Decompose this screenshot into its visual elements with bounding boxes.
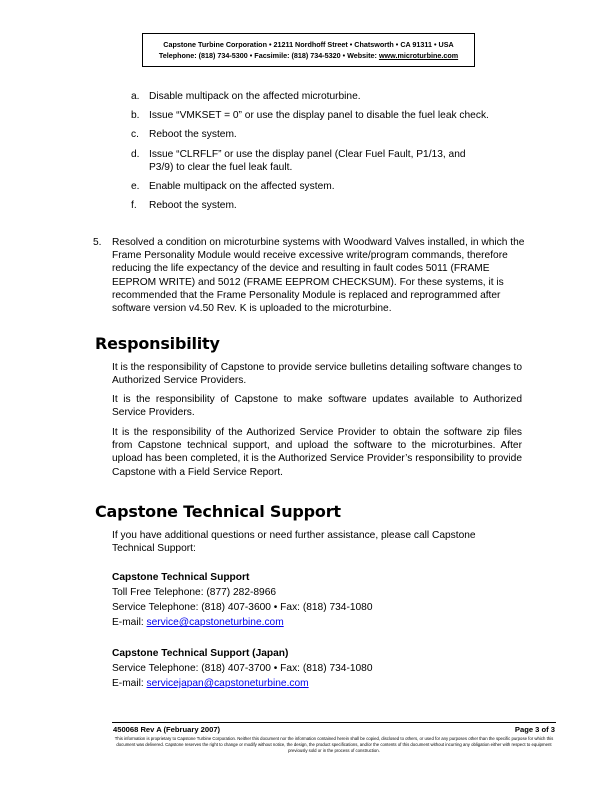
footer-divider bbox=[112, 722, 556, 723]
responsibility-heading: Responsibility bbox=[95, 334, 220, 353]
support-contact-us bbox=[112, 570, 373, 630]
email-link[interactable]: service@capstoneturbine.com bbox=[146, 617, 284, 628]
footer-disclaimer: This information is proprietary to Capstone Turbine Corporation. Neither this document nor the information contained herein shall be copied, disclosed to others, or used for any purposes other than the specific purpose for which this document was delivered. Capstone reserves the right to change or modify without notice, the design, the product specifications, and/or the contents of this document without incurring any obligation either with respect to equipment previously sold or in the process of construction. bbox=[114, 736, 554, 754]
email-line: E-mail: service@capstoneturbine.com bbox=[112, 617, 284, 628]
email-line: E-mail: servicejapan@capstoneturbine.com bbox=[112, 678, 309, 689]
numbered-item-5: 5. Resolved a condition on microturbine systems with Woodward Valves installed, in which the Frame Personality Module would receive excessive write/program commands, therefore reducing the life expectancy of the device and resulting in fault codes 5011 (FRAME EEPROM WRITE) and 5012 (FRAME EEPROM CHECKSUM). For these systems, it is recommended that the Frame Personality Module is replaced and reprogrammed after software version v4.50 Rev. K is uploaded to the microturbine. bbox=[93, 237, 525, 315]
support-intro: If you have additional questions or need further assistance, please call Capstone Technical Support: bbox=[112, 530, 476, 555]
list-item: f. Reboot the system. bbox=[131, 200, 237, 212]
website-link[interactable]: www.microturbine.com bbox=[378, 51, 459, 60]
list-item: a. Disable multipack on the affected microturbine. bbox=[131, 91, 361, 102]
document-id: 450068 Rev A (February 2007) bbox=[113, 725, 221, 734]
email-link[interactable]: servicejapan@capstoneturbine.com bbox=[146, 678, 309, 689]
toll-free-phone: Toll Free Telephone: (877) 282-8966 bbox=[112, 587, 277, 598]
letterhead-box bbox=[142, 33, 475, 67]
contact-title: Capstone Technical Support bbox=[112, 572, 250, 583]
list-item: b. Issue “VMKSET = 0” or use the display panel to disable the fuel leak check. bbox=[131, 110, 489, 122]
list-item: c. Reboot the system. bbox=[131, 129, 237, 141]
support-heading: Capstone Technical Support bbox=[95, 502, 341, 521]
list-item: e. Enable multipack on the affected system. bbox=[131, 181, 335, 193]
responsibility-paragraph: It is the responsibility of the Authorized Service Provider to obtain the software zip files from Capstone technical support, and upload the software to the microturbines. After upload has been completed, it is the Authorized Service Provider’s responsibility to provide Capstone with a Field Service Report. bbox=[112, 427, 522, 478]
procedure-steps bbox=[131, 90, 551, 218]
letterhead-address: Capstone Turbine Corporation • 21211 Nordhoff Street • Chatsworth • CA 91311 • USA bbox=[163, 40, 454, 49]
page-number: Page 3 of 3 bbox=[514, 725, 555, 734]
contact-title: Capstone Technical Support (Japan) bbox=[112, 648, 289, 659]
letterhead-contact: Telephone: (818) 734-5300 • Facsimile: (818) 734-5320 • Website: www.microturbine.com bbox=[158, 51, 459, 60]
list-item: d. Issue “CLRFLF” or use the display panel (Clear Fuel Fault, P1/13, and P3/9) to clear the fuel leak fault. bbox=[131, 148, 466, 173]
service-phone: Service Telephone: (818) 407-3600 • Fax: (818) 734-1080 bbox=[112, 602, 373, 613]
support-contact-japan bbox=[112, 646, 373, 691]
service-phone: Service Telephone: (818) 407-3700 • Fax: (818) 734-1080 bbox=[112, 663, 373, 674]
responsibility-paragraph: It is the responsibility of Capstone to make software updates available to Authorized Service Providers. bbox=[112, 394, 522, 419]
responsibility-paragraph: It is the responsibility of Capstone to provide service bulletins detailing software changes to Authorized Service Providers. bbox=[112, 362, 522, 387]
